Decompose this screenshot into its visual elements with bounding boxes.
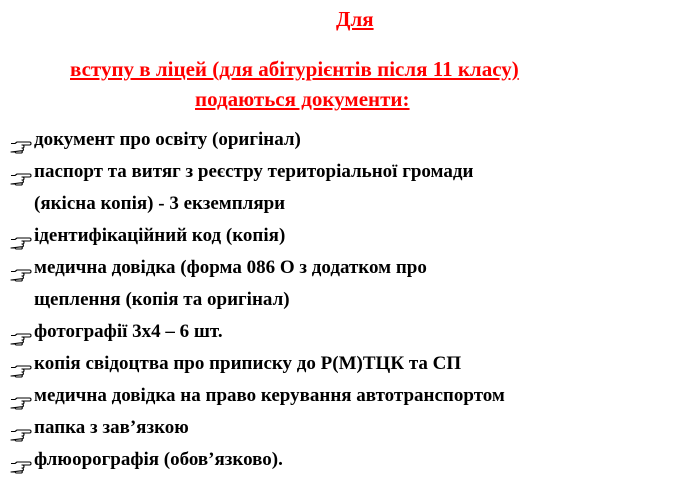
- list-item: [10, 220, 685, 252]
- heading-line-2: вступу в ліцей (для абітурієнтів після 11 класу): [70, 57, 519, 81]
- document-list: [10, 124, 685, 476]
- pointing-hand-icon: [10, 229, 32, 243]
- pointing-hand-icon: [10, 325, 32, 339]
- heading-line-3: подаються документи:: [195, 87, 410, 111]
- list-item: [10, 444, 685, 476]
- list-item-text: щеплення (копія та оригінал): [34, 289, 290, 310]
- list-item-text: фотографії 3х4 – 6 шт.: [34, 321, 223, 342]
- pointing-hand-icon: [10, 421, 32, 435]
- list-item: [10, 156, 685, 220]
- list-item: [10, 252, 685, 316]
- list-item-text: флюорографія (обов’язково).: [34, 449, 283, 470]
- list-item-text: (якісна копія) - 3 екземпляри: [34, 193, 286, 214]
- list-item: [10, 316, 685, 348]
- pointing-hand-icon: [10, 133, 32, 147]
- list-item: [10, 412, 685, 444]
- list-item: [10, 380, 685, 412]
- pointing-hand-icon: [10, 389, 32, 403]
- pointing-hand-icon: [10, 453, 32, 467]
- list-item-text: медична довідка (форма 086 О з додатком про: [34, 257, 427, 278]
- list-item: [10, 348, 685, 380]
- pointing-hand-icon: [10, 261, 32, 275]
- list-item-text: паспорт та витяг з реєстру територіальної громади: [34, 161, 474, 182]
- list-item-text: папка з зав’язкою: [34, 417, 189, 438]
- pointing-hand-icon: [10, 165, 32, 179]
- list-item-text: ідентифікаційний код (копія): [34, 225, 286, 246]
- list-item-text: копія свідоцтва про приписку до Р(М)ТЦК та СП: [34, 353, 462, 374]
- heading-line-1: Для: [336, 7, 374, 31]
- pointing-hand-icon: [10, 357, 32, 371]
- list-item-text: документ про освіту (оригінал): [34, 129, 301, 150]
- list-item: [10, 124, 685, 156]
- list-item-text: медична довідка на право керування автотранспортом: [34, 385, 505, 406]
